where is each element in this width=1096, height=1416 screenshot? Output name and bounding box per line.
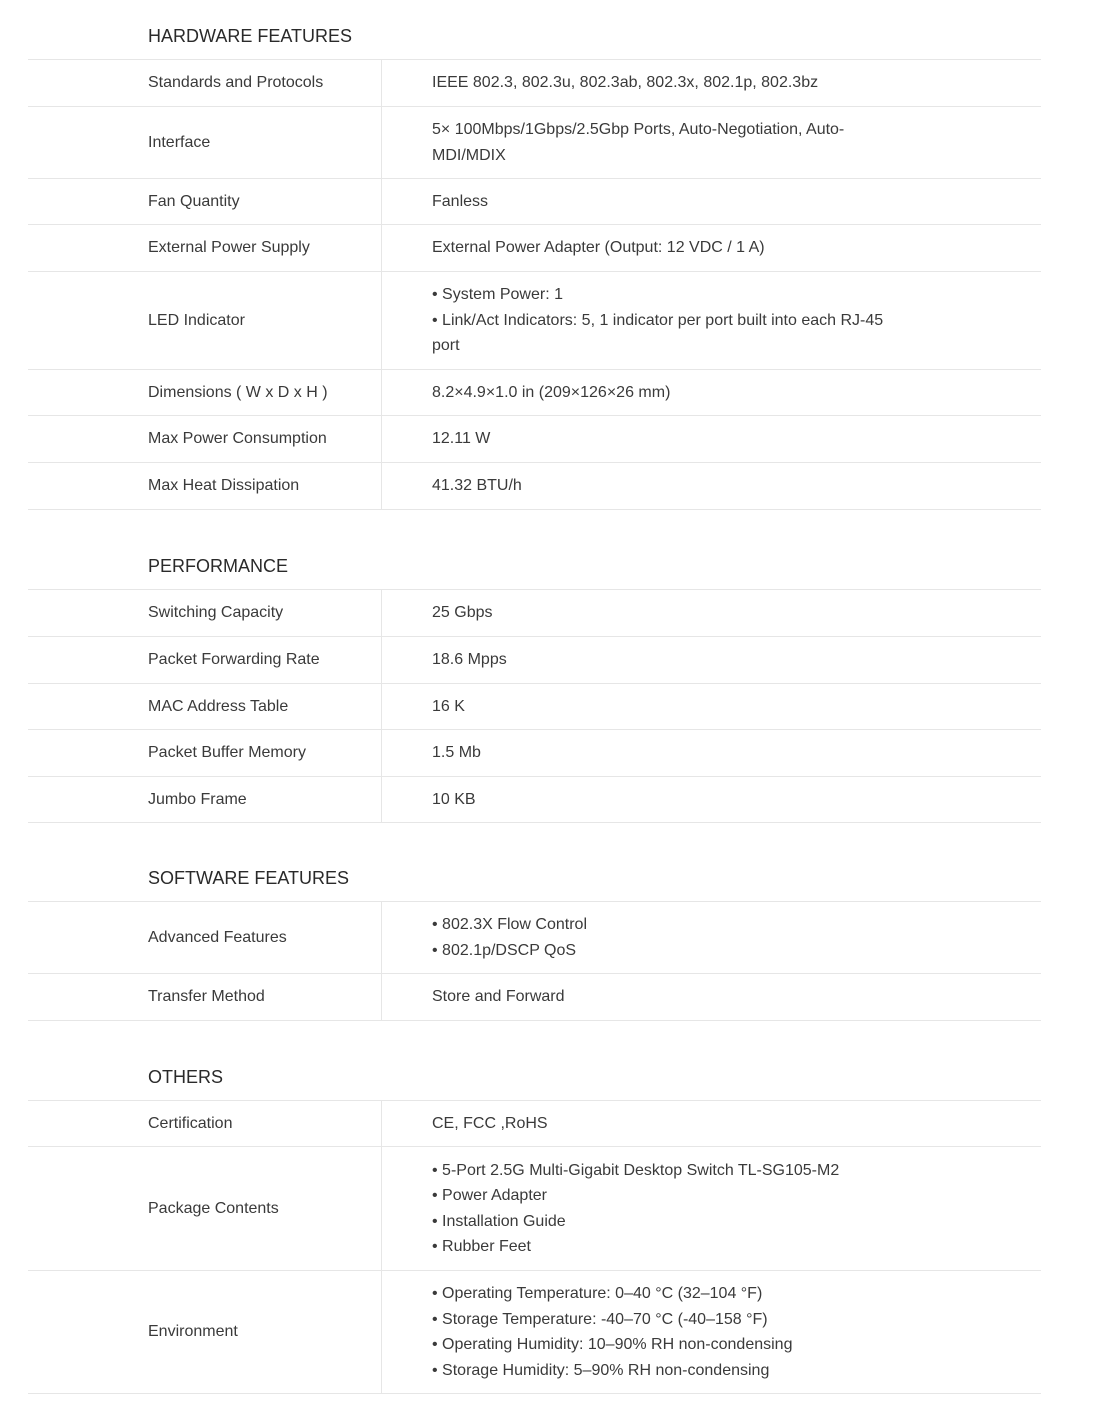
spec-value-line: 8.2×4.9×1.0 in (209×126×26 mm) [432,383,671,401]
spec-value [382,637,1041,683]
spec-value-line: 5× 100Mbps/1Gbps/2.5Gbp Ports, Auto-Negotiation, Auto-MDI/MDIX [432,121,845,164]
spec-label: MAC Address Table [28,684,382,729]
spec-value [382,730,1041,776]
spec-value [382,225,1041,271]
spec-label: Transfer Method [28,974,382,1020]
spec-row [28,1271,1041,1394]
spec-label: Packet Forwarding Rate [28,637,382,683]
spec-value-line: Store and Forward [432,988,565,1006]
spec-value-line: • 802.3X Flow Control [432,916,588,933]
spec-label: Jumbo Frame [28,777,382,822]
spec-value-line: Fanless [432,192,489,210]
spec-row [28,777,1041,823]
spec-value [382,107,1041,178]
spec-row [28,416,1041,463]
spec-value-line: • Installation Guide [432,1212,566,1230]
spec-label: Dimensions ( W x D x H ) [28,370,382,415]
spec-row [28,590,1041,637]
spec-section [0,1041,1096,1394]
spec-value [382,974,1041,1020]
spec-value-line: • Storage Temperature: -40–70 °C (-40–158 °F) [432,1310,768,1328]
spec-label: Interface [28,107,382,178]
spec-label: Certification [28,1101,382,1146]
spec-value [382,1101,1041,1146]
spec-value [382,179,1041,224]
spec-row [28,684,1041,730]
spec-table [28,590,1041,823]
spec-label: Packet Buffer Memory [28,730,382,776]
spec-value-line: • System Power: 1 [432,286,563,304]
section-title-text: OTHERS [148,1067,224,1087]
spec-table [28,1101,1041,1394]
section-title-text: PERFORMANCE [148,556,289,576]
spec-value-line: 1.5 Mb [432,744,481,762]
spec-value [382,416,1041,462]
spec-value-line: • Power Adapter [432,1187,547,1204]
spec-value [382,463,1041,509]
spec-row [28,225,1041,272]
spec-label: Environment [28,1271,382,1393]
spec-label: Max Power Consumption [28,416,382,462]
spec-section [0,842,1096,1021]
spec-value [382,370,1041,415]
spec-value-line: • Operating Temperature: 0–40 °C (32–104 °F) [432,1285,763,1302]
spec-row [28,370,1041,416]
spec-value-line: 12.11 W [432,430,491,448]
spec-value-line: 10 KB [432,790,476,808]
spec-label: LED Indicator [28,272,382,369]
spec-section [0,0,1096,510]
spec-table [28,902,1041,1021]
spec-value-line: • Storage Humidity: 5–90% RH non-condensing [432,1361,770,1379]
section-title [28,530,1041,590]
section-title [28,0,1041,60]
spec-value [382,60,1041,106]
spec-row [28,107,1041,179]
section-title [28,842,1041,902]
section-title [28,1041,1041,1101]
spec-row [28,1147,1041,1271]
spec-row [28,730,1041,777]
section-title-text: HARDWARE FEATURES [148,26,353,46]
spec-row [28,463,1041,510]
spec-value-line: 18.6 Mpps [432,651,507,669]
spec-value [382,777,1041,822]
spec-value [382,590,1041,636]
spec-label: Switching Capacity [28,590,382,636]
spec-value-line: IEEE 802.3, 802.3u, 802.3ab, 802.3x, 802.1p, 802.3bz [432,74,819,92]
spec-value-line: • Link/Act Indicators: 5, 1 indicator per port built into each RJ-45 port [432,311,884,355]
spec-label: Standards and Protocols [28,60,382,106]
spec-value-line: External Power Adapter (Output: 12 VDC / 1 A) [432,239,765,257]
spec-value-line: 16 K [432,697,465,715]
spec-table [28,60,1041,510]
spec-label: Advanced Features [28,902,382,973]
spec-value [382,902,1041,973]
spec-value [382,1147,1041,1270]
spec-row [28,637,1041,684]
spec-row [28,974,1041,1021]
spec-label: Fan Quantity [28,179,382,224]
spec-value-line: 41.32 BTU/h [432,477,522,495]
spec-section [0,530,1096,823]
spec-row [28,902,1041,974]
spec-value-line: • Rubber Feet [432,1238,531,1255]
spec-value [382,272,1041,369]
spec-row [28,179,1041,225]
spec-value-line: • 5-Port 2.5G Multi-Gigabit Desktop Switch TL-SG105-M2 [432,1161,840,1179]
spec-row [28,272,1041,370]
spec-row [28,1101,1041,1147]
spec-value-line: • Operating Humidity: 10–90% RH non-condensing [432,1336,793,1353]
spec-value [382,1271,1041,1393]
section-title-text: SOFTWARE FEATURES [148,868,350,888]
spec-label: Max Heat Dissipation [28,463,382,509]
spec-row [28,60,1041,107]
spec-label: External Power Supply [28,225,382,271]
spec-value [382,684,1041,729]
spec-value-line: • 802.1p/DSCP QoS [432,941,577,959]
spec-value-line: 25 Gbps [432,604,493,622]
spec-label: Package Contents [28,1147,382,1270]
spec-value-line: CE, FCC ,RoHS [432,1114,548,1132]
